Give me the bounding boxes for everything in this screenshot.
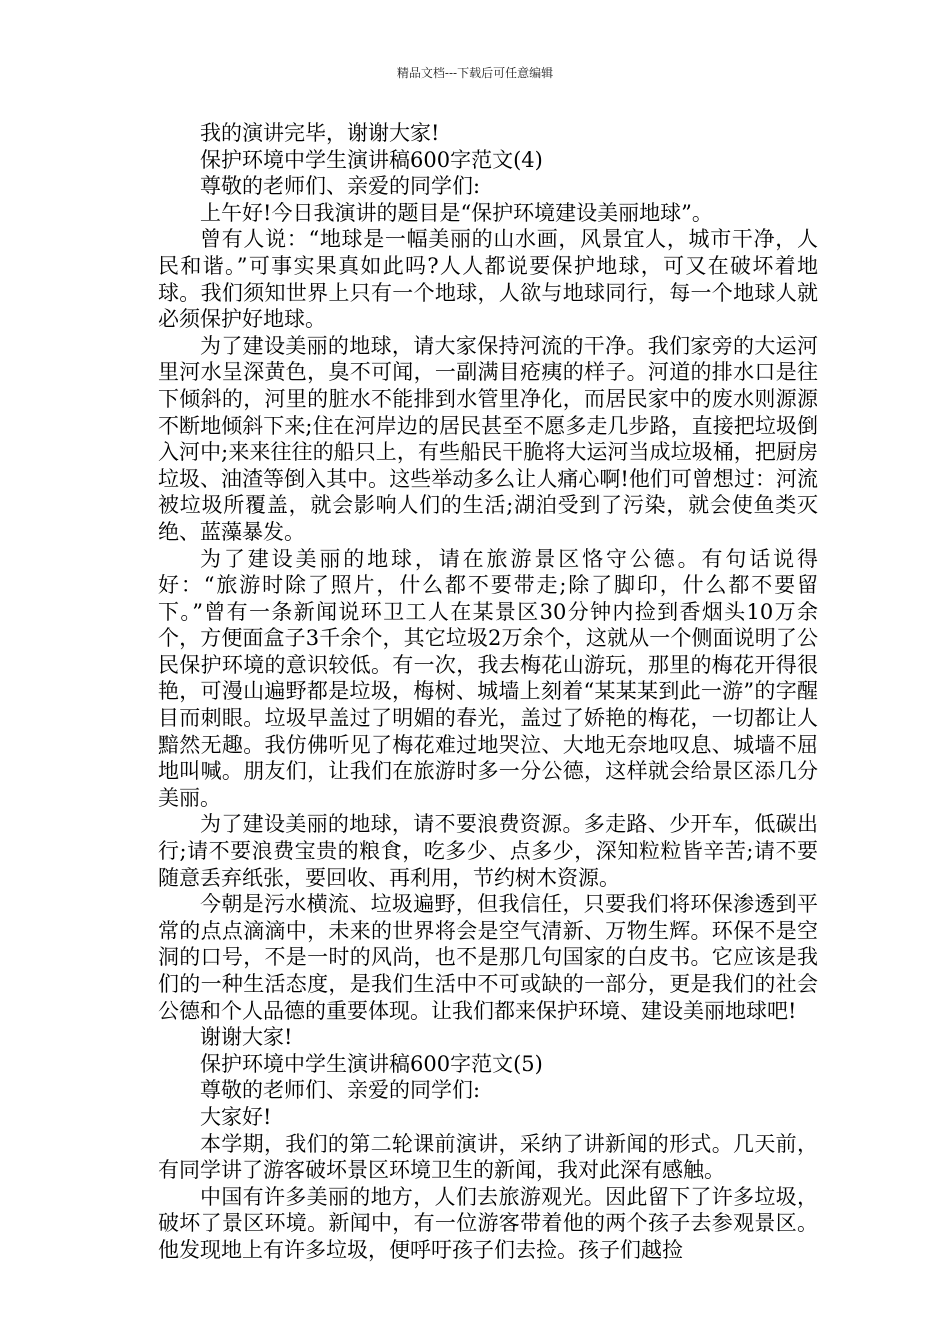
- body-paragraph: 为了建设美丽的地球，请不要浪费资源。多走路、少开车，低碳出行;请不要浪费宝贵的粮食，吃多少、点多少，深知粒粒皆辛苦;请不要随意丢弃纸张，要回收、再利用，节约树木资源。: [158, 812, 818, 890]
- body-paragraph: 今朝是污水横流、垃圾遍野，但我信任，只要我们将环保渗透到平常的点点滴滴中，未来的世界将会是空气清新、万物生辉。环保不是空洞的口号，不是一时的风尚，也不是那几句国家的白皮书。它应该是我们的一种生活态度，是我们生活中不可或缺的一部分，更是我们的社会公德和个人品德的重要体现。让我们都来保护环境、建设美丽地球吧!: [158, 892, 818, 1023]
- salutation: 尊敬的老师们、亲爱的同学们:: [200, 174, 481, 199]
- section-title-5: 保护环境中学生演讲稿600字范文(5): [200, 1051, 543, 1076]
- greeting: 大家好!: [200, 1104, 272, 1129]
- greeting: 上午好!今日我演讲的题目是“保护环境建设美丽地球”。: [200, 200, 713, 225]
- body-paragraph: 本学期，我们的第二轮课前演讲，采纳了讲新闻的形式。几天前，有同学讲了游客破坏景区环境卫生的新闻，我对此深有感触。: [158, 1131, 818, 1183]
- body-paragraph: 为了建设美丽的地球，请大家保持河流的干净。我们家旁的大运河里河水呈深黄色，臭不可闻，一副满目疮痍的样子。河道的排水口是往下倾斜的，河里的脏水不能排到水管里净化，而居民家中的废水则源源不断地倾斜下来;住在河岸边的居民甚至不愿多走几步路，直接把垃圾倒入河中;来来往往的船只上，有些船民干脆将大运河当成垃圾桶，把厨房垃圾、油渣等倒入其中。这些举动多么让人痛心啊!他们可曾想过：河流被垃圾所覆盖，就会影响人们的生活;湖泊受到了污染，就会使鱼类灭绝、蓝藻暴发。: [158, 333, 818, 544]
- section-title-4: 保护环境中学生演讲稿600字范文(4): [200, 147, 543, 172]
- thanks-line: 谢谢大家!: [200, 1025, 293, 1050]
- body-paragraph: 曾有人说：“地球是一幅美丽的山水画，风景宜人，城市干净，人民和谐。”可事实果真如此吗?人人都说要保护地球，可又在破坏着地球。我们须知世界上只有一个地球，人欲与地球同行，每一个地球人就必须保护好地球。: [158, 227, 818, 332]
- closing-line: 我的演讲完毕，谢谢大家!: [200, 121, 440, 145]
- body-paragraph: 中国有许多美丽的地方，人们去旅游观光。因此留下了许多垃圾，破坏了景区环境。新闻中，有一位游客带着他的两个孩子去参观景区。他发现地上有许多垃圾，便呼吁孩子们去捡。孩子们越捡: [158, 1184, 818, 1262]
- salutation: 尊敬的老师们、亲爱的同学们:: [200, 1078, 481, 1103]
- body-paragraph: 为了建设美丽的地球，请在旅游景区恪守公德。有句话说得好：“旅游时除了照片，什么都不要带走;除了脚印，什么都不要留下。”曾有一条新闻说环卫工人在某景区30分钟内捡到香烟头10万余个，方便面盒子3千余个，其它垃圾2万余个，这就从一个侧面说明了公民保护环境的意识较低。有一次，我去梅花山游玩，那里的梅花开得很艳，可漫山遍野都是垃圾，梅树、城墙上刻着“某某某到此一游”的字醒目而刺眼。垃圾早盖过了明媚的春光，盖过了娇艳的梅花，一切都让人黯然无趣。我仿佛听见了梅花难过地哭泣、大地无奈地叹息、城墙不屈地叫喊。朋友们，让我们在旅游时多一分公德，这样就会给景区添几分美丽。: [158, 546, 818, 810]
- document-body: [158, 120, 818, 1264]
- page-header: 精品文档---下载后可任意编辑: [396, 66, 554, 80]
